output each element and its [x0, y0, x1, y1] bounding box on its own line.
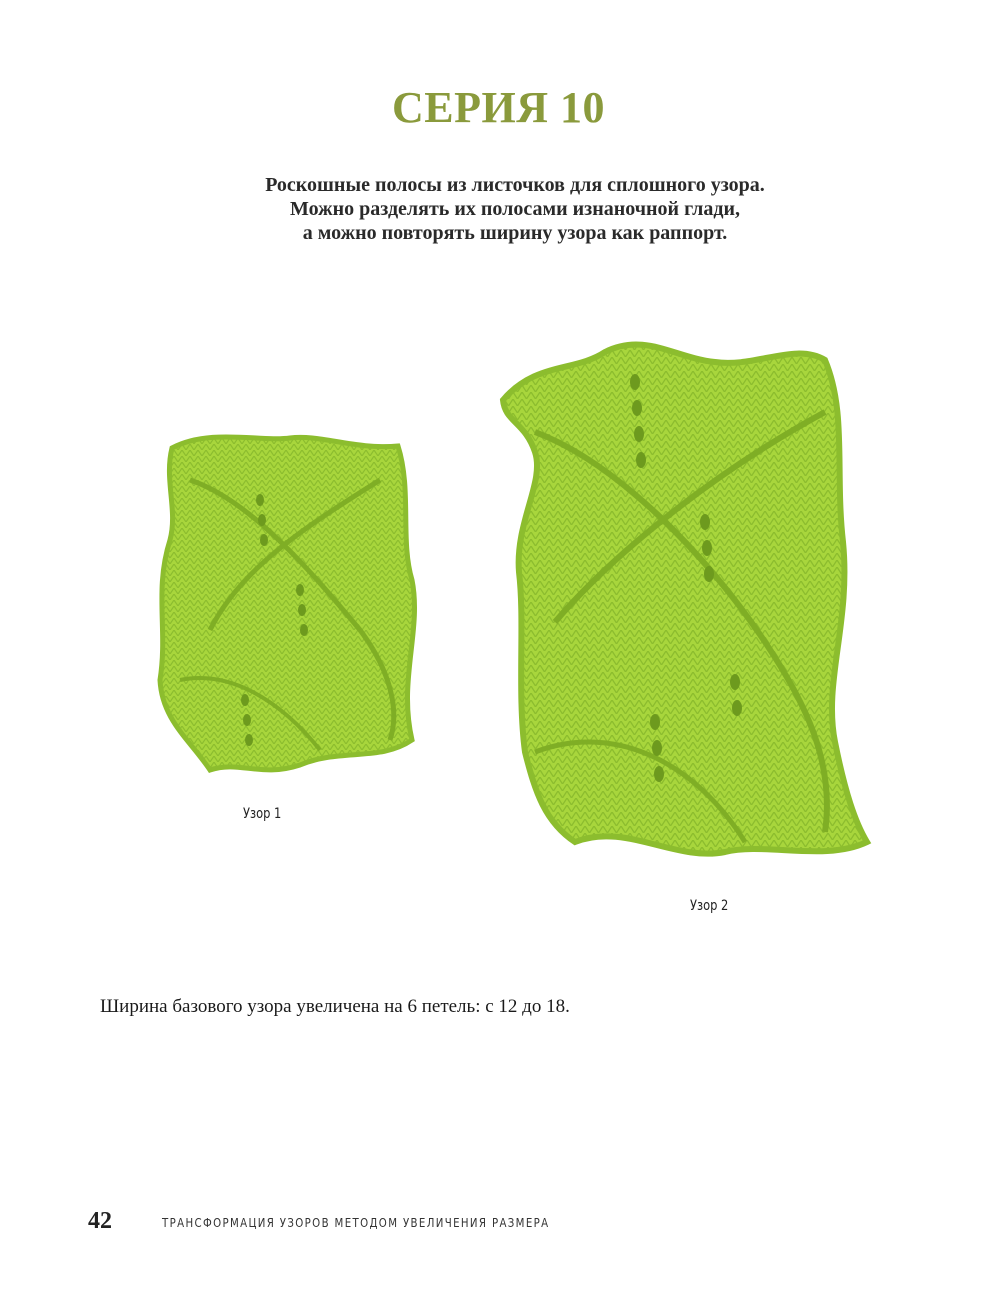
page-title: СЕРИЯ 10	[392, 83, 605, 132]
intro-line: Роскошные полосы из листочков для сплошного узора.	[265, 174, 765, 196]
intro-text	[150, 173, 880, 245]
intro-line: а можно повторять ширину узора как раппорт.	[302, 222, 728, 244]
page-number: 42	[88, 1208, 112, 1234]
intro-line: Можно разделять их полосами изнаночной глади,	[290, 198, 740, 220]
swatch-2-image	[495, 322, 875, 872]
swatch-1-image	[150, 420, 420, 790]
swatch-2-caption: Узор 2	[690, 898, 729, 914]
body-note: Ширина базового узора увеличена на 6 петель: с 12 до 18.	[100, 996, 570, 1017]
swatch-1-caption: Узор 1	[243, 806, 282, 822]
running-head: ТРАНСФОРМАЦИЯ УЗОРОВ МЕТОДОМ УВЕЛИЧЕНИЯ РАЗМЕРА	[162, 1216, 550, 1230]
